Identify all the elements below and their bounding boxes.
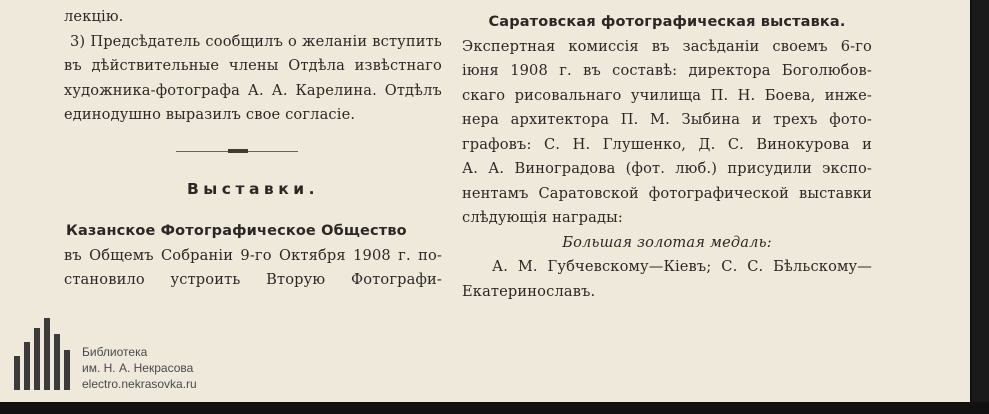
library-logo-icon	[14, 318, 76, 390]
section-heading: Выставки.	[186, 180, 320, 198]
text-line: графовъ: С. Н. Глушенко, Д. С. Винокурова и	[462, 135, 872, 153]
left-column	[64, 5, 442, 128]
watermark-link[interactable]: electro.nekrasovka.ru	[82, 377, 197, 391]
right-column	[462, 10, 872, 304]
text-line: Экспертная комиссія въ засѣданіи своемъ 6-го	[462, 37, 872, 55]
kazan-heading: Казанское Фотографическое Общество	[66, 223, 407, 239]
saratov-heading: Саратовская фотографическая выставка.	[488, 14, 846, 30]
text-line: въ Общемъ Собраніи 9-го Октября 1908 г. по-	[64, 246, 442, 264]
text-line: А. М. Губчевскому—Кіевъ; С. С. Бѣльскому—	[492, 258, 872, 275]
watermark-line: им. Н. А. Некрасова	[82, 361, 194, 375]
scan-edge-bottom	[0, 402, 989, 414]
text-line: въ дѣйствительные члены Отдѣла извѣстнаго	[64, 57, 442, 74]
scan-edge-right	[972, 0, 989, 414]
text-line: іюня 1908 г. въ составѣ: директора Боголюбов-	[462, 62, 872, 79]
text-line: нера архитектора П. М. Зыбина и трехъ фото-	[462, 111, 872, 128]
kazan-section	[64, 219, 442, 293]
text-line: скаго рисовальнаго училища П. Н. Боева, инже-	[462, 86, 872, 104]
text-line: единодушно выразилъ свое согласіе.	[64, 106, 356, 123]
text-line: лекцію.	[64, 8, 124, 25]
text-line: становило устроить Вторую Фотографи-	[64, 271, 442, 288]
text-line: слѣдующія награды:	[462, 209, 623, 226]
text-line: нентамъ Саратовской фотографической выставки	[462, 184, 872, 202]
text-line: художника-фотографа А. А. Карелина. Отдѣлъ	[64, 81, 442, 99]
award-title: Большая золотая медаль:	[562, 233, 772, 251]
watermark-text	[82, 344, 197, 392]
text-line: Екатеринославъ.	[462, 282, 596, 300]
text-line: А. А. Виноградова (фот. люб.) присудили экспо-	[462, 160, 872, 177]
section-divider-ornament	[228, 149, 248, 153]
watermark-line: Библиотека	[82, 345, 148, 359]
text-line: 3) Предсѣдатель сообщилъ о желаніи вступить	[70, 32, 442, 50]
